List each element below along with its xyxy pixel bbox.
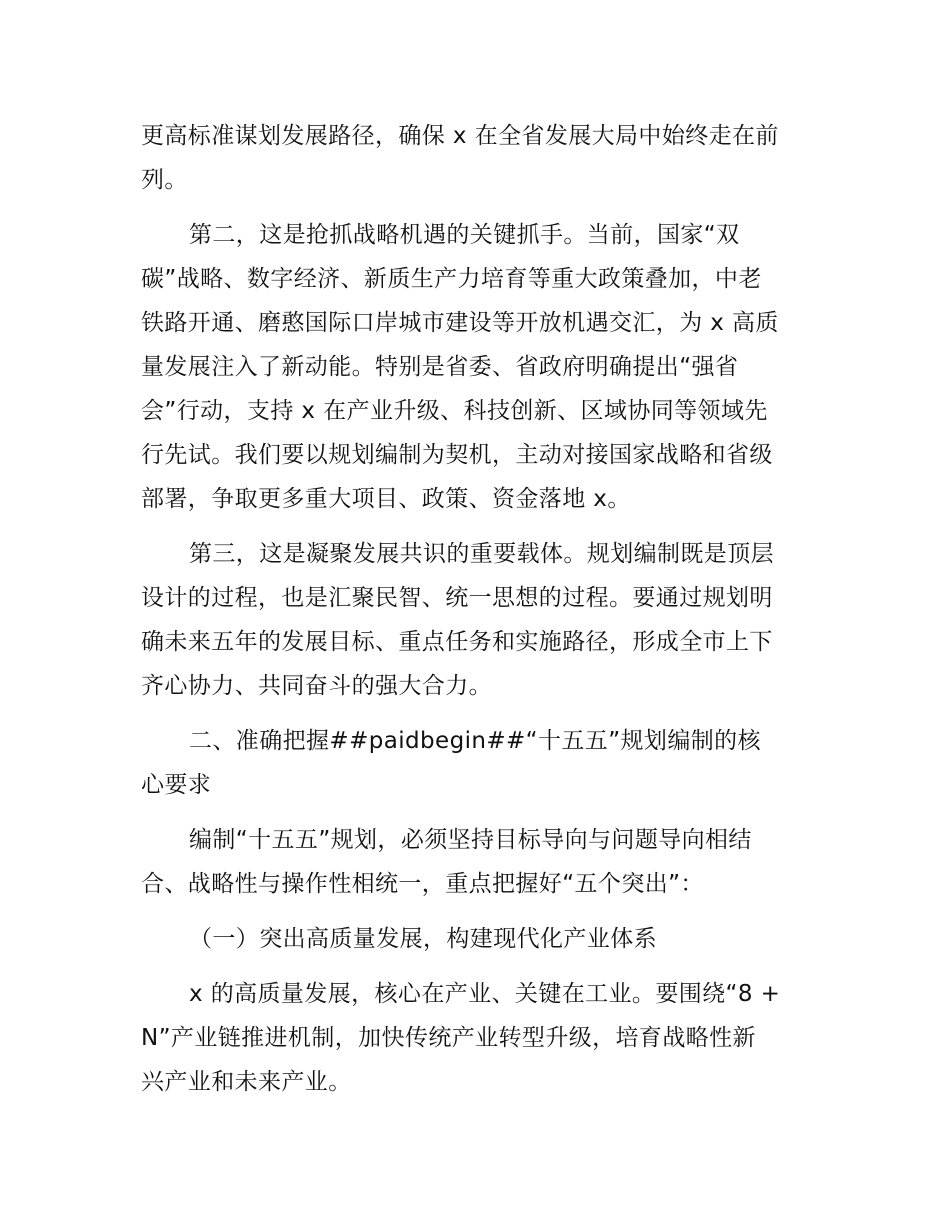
section-heading (141, 719, 813, 807)
paragraph-1 (141, 114, 813, 202)
text-line: （一）突出高质量发展，构建现代化产业体系 (189, 926, 657, 952)
text-line: 第三，这是凝聚发展共识的重要载体。规划编制既是顶层 (189, 541, 774, 567)
paragraph-2 (141, 213, 813, 521)
text-line: 心要求 (141, 772, 212, 798)
text-line: 量发展注入了新动能。特别是省委、省政府明确提出“强省 (141, 354, 739, 380)
paragraph-5 (141, 818, 813, 906)
paragraph-3 (141, 532, 813, 708)
text-line: 齐心协力、共同奋斗的强大合力。 (141, 673, 492, 699)
text-line: 设计的过程，也是汇聚民智、统一思想的过程。要通过规划明 (141, 585, 773, 611)
subsection-heading (141, 917, 813, 961)
text-line: 列。 (141, 167, 188, 193)
text-line: 行先试。我们要以规划编制为契机，主动对接国家战略和省级 (141, 442, 773, 468)
text-line: 铁路开通、磨憨国际口岸城市建设等开放机遇交汇，为 x 高质 (141, 310, 779, 336)
text-line: 部署，争取更多重大项目、政策、资金落地 x。 (141, 486, 631, 512)
text-line: x 的高质量发展，核心在产业、关键在工业。要围绕“8 + (189, 981, 781, 1007)
text-line: 二、准确把握##paidbegin##“十五五”规划编制的核 (189, 728, 761, 754)
text-line: 兴产业和未来产业。 (141, 1069, 352, 1095)
text-line: 会”行动，支持 x 在产业升级、科技创新、区域协同等领域先 (141, 398, 768, 424)
document-body (141, 114, 813, 1115)
text-line: 第二，这是抢抓战略机遇的关键抓手。当前，国家“双 (189, 222, 740, 248)
text-line: 碳”战略、数字经济、新质生产力培育等重大政策叠加，中老 (141, 266, 762, 292)
text-line: 更高标准谋划发展路径，确保 x 在全省发展大局中始终走在前 (141, 123, 779, 149)
text-line: N”产业链推进机制，加快传统产业转型升级，培育战略性新 (141, 1025, 756, 1051)
paragraph-7 (141, 972, 813, 1104)
text-line: 编制“十五五”规划，必须坚持目标导向与问题导向相结 (189, 827, 752, 853)
text-line: 合、战略性与操作性相统一，重点把握好“五个突出”： (141, 871, 704, 897)
text-line: 确未来五年的发展目标、重点任务和实施路径，形成全市上下 (141, 629, 773, 655)
